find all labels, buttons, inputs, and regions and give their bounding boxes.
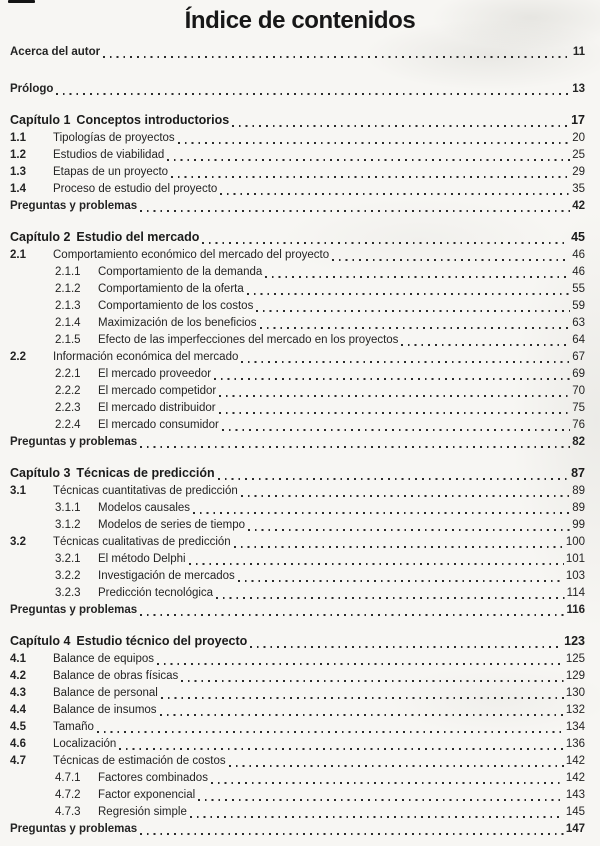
dot-leader xyxy=(241,349,570,366)
toc-entry-page: 132 xyxy=(565,704,585,716)
toc-entry-number: 3.1.2 xyxy=(55,519,81,531)
toc-entry-title: El mercado distribuidor xyxy=(98,402,216,414)
toc-row xyxy=(10,500,585,517)
toc-entry-title: Estudio del mercado xyxy=(76,230,200,244)
toc-entry-page: 42 xyxy=(572,200,585,212)
toc-entry-page: 89 xyxy=(572,485,585,497)
toc-entry-page: 67 xyxy=(572,351,585,363)
toc-entry-title: Preguntas y problemas xyxy=(10,436,138,448)
toc-entry-title: Balance de obras físicas xyxy=(53,670,179,682)
toc-row xyxy=(10,585,585,602)
toc-entry-title: Comportamiento de la demanda xyxy=(98,266,263,278)
dot-leader xyxy=(332,247,570,264)
toc-entry-page: 75 xyxy=(572,402,585,414)
toc-entry-title: Factor exponencial xyxy=(98,789,196,801)
dot-leader xyxy=(160,702,564,719)
toc-row xyxy=(10,770,585,787)
toc-entry-page: 13 xyxy=(572,83,585,95)
toc-row xyxy=(10,281,585,298)
toc-entry-title: Modelos causales xyxy=(98,502,191,514)
toc-row xyxy=(10,417,585,434)
toc-entry-page: 59 xyxy=(572,300,585,312)
toc-row xyxy=(10,787,585,804)
toc-entry-title: El mercado proveedor xyxy=(98,368,212,380)
toc-row xyxy=(10,753,585,770)
toc-entry-title: Acerca del autor xyxy=(10,46,101,58)
toc-row xyxy=(10,81,585,98)
toc-entry-page: 143 xyxy=(565,789,585,801)
toc-entry-number: 4.7.1 xyxy=(55,772,81,784)
toc-entry-title: Balance de equipos xyxy=(53,653,155,665)
toc-row xyxy=(10,164,585,181)
dot-leader xyxy=(238,568,564,585)
toc-entry-title: Localización xyxy=(53,738,117,750)
toc-entry-title: Técnicas cuantitativas de predicción xyxy=(53,485,238,497)
toc-entry-number: 1.1 xyxy=(10,132,26,144)
toc-entry-title: Regresión simple xyxy=(98,806,187,818)
dot-leader xyxy=(97,719,564,736)
toc-entry-page: 114 xyxy=(566,587,585,599)
toc-entry-title: Investigación de mercados xyxy=(98,570,235,582)
toc-row xyxy=(10,736,585,753)
toc-entry-title: Efecto de las imperfecciones del mercado en los proyectos xyxy=(98,334,399,346)
dot-leader xyxy=(198,787,564,804)
dot-leader xyxy=(161,685,564,702)
toc-entry-page: 99 xyxy=(572,519,585,531)
toc-entry-number: 3.1.1 xyxy=(55,502,81,514)
dot-leader xyxy=(214,366,570,383)
toc-entry-page: 82 xyxy=(572,436,585,448)
dot-leader xyxy=(140,821,564,838)
toc-entry-title: Preguntas y problemas xyxy=(10,604,138,616)
toc-entry-number: Capítulo 1 xyxy=(10,113,71,127)
dot-leader xyxy=(219,383,570,400)
toc-entry-page: 11 xyxy=(572,46,585,58)
toc-row xyxy=(10,298,585,315)
toc-entry-number: 2.1 xyxy=(10,249,26,261)
toc-row xyxy=(10,551,585,568)
toc-entry-title: Factores combinados xyxy=(98,772,208,784)
toc-row xyxy=(10,366,585,383)
dot-leader xyxy=(216,585,565,602)
dot-leader xyxy=(157,651,564,668)
dot-leader xyxy=(222,417,570,434)
toc-row xyxy=(10,434,585,451)
toc-entry-page: 63 xyxy=(572,317,585,329)
toc-row xyxy=(10,264,585,281)
dot-leader xyxy=(211,770,564,787)
toc-entry-title: Balance de personal xyxy=(53,687,158,699)
toc-entry-number: 2.2.3 xyxy=(55,402,81,414)
toc-entry-number: 4.5 xyxy=(10,721,26,733)
toc-entry-page: 116 xyxy=(566,604,585,616)
toc-row xyxy=(10,602,585,619)
toc-entry-title: Información económica del mercado xyxy=(53,351,239,363)
toc-row xyxy=(10,315,585,332)
toc-entry-page: 45 xyxy=(571,230,585,244)
toc-entry-page: 136 xyxy=(565,738,585,750)
toc-entry-number: 4.7 xyxy=(10,755,26,767)
toc-row xyxy=(10,383,585,400)
toc-row xyxy=(10,332,585,349)
dot-leader xyxy=(202,227,569,247)
toc-entry-title: Comportamiento económico del mercado del proyecto xyxy=(53,249,330,261)
toc-entry-number: 2.2 xyxy=(10,351,26,363)
toc-entry-number: 2.1.3 xyxy=(55,300,81,312)
toc-entry-number: Capítulo 2 xyxy=(10,230,71,244)
dot-leader xyxy=(167,147,570,164)
toc-entry-page: 20 xyxy=(572,132,585,144)
toc-entry-page: 142 xyxy=(565,755,585,767)
dot-leader xyxy=(219,400,571,417)
dot-leader xyxy=(56,81,570,98)
dot-leader xyxy=(265,264,570,281)
toc-entry-page: 147 xyxy=(565,823,585,835)
toc-entry-title: Conceptos introductorios xyxy=(76,113,230,127)
toc-entry-page: 29 xyxy=(572,166,585,178)
toc-entry-number: 2.1.1 xyxy=(55,266,81,278)
toc-entry-page: 76 xyxy=(572,419,585,431)
toc-entry-title: Comportamiento de la oferta xyxy=(98,283,244,295)
toc-row xyxy=(10,719,585,736)
dot-leader xyxy=(241,483,570,500)
toc-entry-page: 145 xyxy=(565,806,585,818)
toc-row xyxy=(10,517,585,534)
dot-leader xyxy=(119,736,564,753)
toc-entry-title: Estudio técnico del proyecto xyxy=(76,634,248,648)
toc-entry-number: 3.2.2 xyxy=(55,570,81,582)
toc-entry-number: Capítulo 4 xyxy=(10,634,71,648)
toc-entry-number: 4.6 xyxy=(10,738,26,750)
toc-entry-number: 1.2 xyxy=(10,149,26,161)
toc-row xyxy=(10,483,585,500)
toc-entry-number: 2.2.4 xyxy=(55,419,81,431)
dot-leader xyxy=(178,130,571,147)
dot-leader xyxy=(218,463,569,483)
toc-entry-number: 3.2 xyxy=(10,536,26,548)
toc-row xyxy=(10,198,585,215)
toc-entry-page: 17 xyxy=(571,113,585,127)
toc-entry-title: Maximización de los beneficios xyxy=(98,317,257,329)
dot-leader xyxy=(171,164,570,181)
toc-entry-number: 4.7.2 xyxy=(55,789,81,801)
toc-row xyxy=(10,349,585,366)
toc-entry-title: Etapas de un proyecto xyxy=(53,166,169,178)
toc-entry-page: 46 xyxy=(572,249,585,261)
toc-entry-title: Técnicas cualitativas de predicción xyxy=(53,536,231,548)
toc-entry-title: Estudios de viabilidad xyxy=(53,149,165,161)
toc-entry-page: 25 xyxy=(572,149,585,161)
toc xyxy=(10,36,585,838)
toc-entry-page: 64 xyxy=(572,334,585,346)
toc-row xyxy=(10,685,585,702)
dot-leader xyxy=(220,181,570,198)
toc-entry-page: 142 xyxy=(565,772,585,784)
toc-entry-number: 4.3 xyxy=(10,687,26,699)
dot-leader xyxy=(256,298,570,315)
toc-row xyxy=(10,631,585,651)
toc-row xyxy=(10,702,585,719)
toc-entry-title: Prólogo xyxy=(10,83,54,95)
toc-entry-page: 55 xyxy=(572,283,585,295)
toc-entry-page: 69 xyxy=(572,368,585,380)
dot-leader xyxy=(247,281,570,298)
toc-row xyxy=(10,130,585,147)
toc-entry-number: 1.3 xyxy=(10,166,26,178)
toc-row xyxy=(10,821,585,838)
toc-entry-page: 125 xyxy=(565,653,585,665)
toc-entry-title: Predicción tecnológica xyxy=(98,587,214,599)
toc-entry-number: 2.1.2 xyxy=(55,283,81,295)
toc-entry-title: Proceso de estudio del proyecto xyxy=(53,183,218,195)
scan-artifact-top-left xyxy=(8,0,35,3)
toc-entry-page: 134 xyxy=(565,721,585,733)
toc-row xyxy=(10,804,585,821)
toc-entry-title: Técnicas de predicción xyxy=(76,466,215,480)
toc-entry-page: 87 xyxy=(571,466,585,480)
toc-entry-page: 89 xyxy=(572,502,585,514)
toc-entry-title: El mercado consumidor xyxy=(98,419,219,431)
toc-entry-page: 103 xyxy=(565,570,585,582)
toc-entry-number: 4.1 xyxy=(10,653,26,665)
dot-leader xyxy=(103,44,571,61)
toc-entry-number: 4.2 xyxy=(10,670,26,682)
page-title: Índice de contenidos xyxy=(184,7,416,34)
toc-entry-number: Capítulo 3 xyxy=(10,466,71,480)
toc-entry-page: 46 xyxy=(572,266,585,278)
toc-entry-title: Tamaño xyxy=(53,721,94,733)
dot-leader xyxy=(250,631,562,651)
dot-leader xyxy=(193,500,570,517)
toc-entry-page: 35 xyxy=(572,183,585,195)
toc-entry-number: 3.2.3 xyxy=(55,587,81,599)
dot-leader xyxy=(189,551,564,568)
toc-row xyxy=(10,534,585,551)
toc-row xyxy=(10,668,585,685)
dot-leader xyxy=(260,315,571,332)
toc-entry-title: El mercado competidor xyxy=(98,385,217,397)
toc-row xyxy=(10,651,585,668)
toc-entry-page: 130 xyxy=(565,687,585,699)
toc-entry-title: Comportamiento de los costos xyxy=(98,300,254,312)
toc-entry-number: 2.1.4 xyxy=(55,317,81,329)
toc-entry-number: 4.4 xyxy=(10,704,26,716)
toc-entry-title: Balance de insumos xyxy=(53,704,157,716)
toc-entry-page: 129 xyxy=(565,670,585,682)
toc-row xyxy=(10,227,585,247)
toc-entry-page: 101 xyxy=(565,553,585,565)
dot-leader xyxy=(229,753,564,770)
toc-entry-title: Técnicas de estimación de costos xyxy=(53,755,226,767)
toc-entry-page: 70 xyxy=(572,385,585,397)
toc-row xyxy=(10,44,585,61)
toc-entry-number: 3.2.1 xyxy=(55,553,81,565)
dot-leader xyxy=(140,434,570,451)
toc-entry-number: 2.1.5 xyxy=(55,334,81,346)
dot-leader xyxy=(401,332,570,349)
toc-row xyxy=(10,110,585,130)
dot-leader xyxy=(234,534,564,551)
dot-leader xyxy=(232,110,569,130)
toc-entry-number: 2.2.2 xyxy=(55,385,81,397)
toc-entry-page: 123 xyxy=(564,634,585,648)
toc-entry-number: 2.2.1 xyxy=(55,368,81,380)
toc-entry-number: 4.7.3 xyxy=(55,806,81,818)
toc-row xyxy=(10,463,585,483)
dot-leader xyxy=(140,198,570,215)
toc-entry-number: 1.4 xyxy=(10,183,26,195)
toc-entry-title: Preguntas y problemas xyxy=(10,823,138,835)
dot-leader xyxy=(181,668,564,685)
toc-row xyxy=(10,400,585,417)
toc-row xyxy=(10,147,585,164)
dot-leader xyxy=(140,602,564,619)
toc-entry-title: El método Delphi xyxy=(98,553,186,565)
dot-leader xyxy=(248,517,570,534)
toc-row xyxy=(10,568,585,585)
toc-row xyxy=(10,181,585,198)
dot-leader xyxy=(190,804,564,821)
toc-entry-page: 100 xyxy=(565,536,585,548)
toc-entry-title: Modelos de series de tiempo xyxy=(98,519,246,531)
toc-entry-number: 3.1 xyxy=(10,485,26,497)
toc-row xyxy=(10,247,585,264)
toc-entry-title: Tipologías de proyectos xyxy=(53,132,175,144)
toc-entry-title: Preguntas y problemas xyxy=(10,200,138,212)
